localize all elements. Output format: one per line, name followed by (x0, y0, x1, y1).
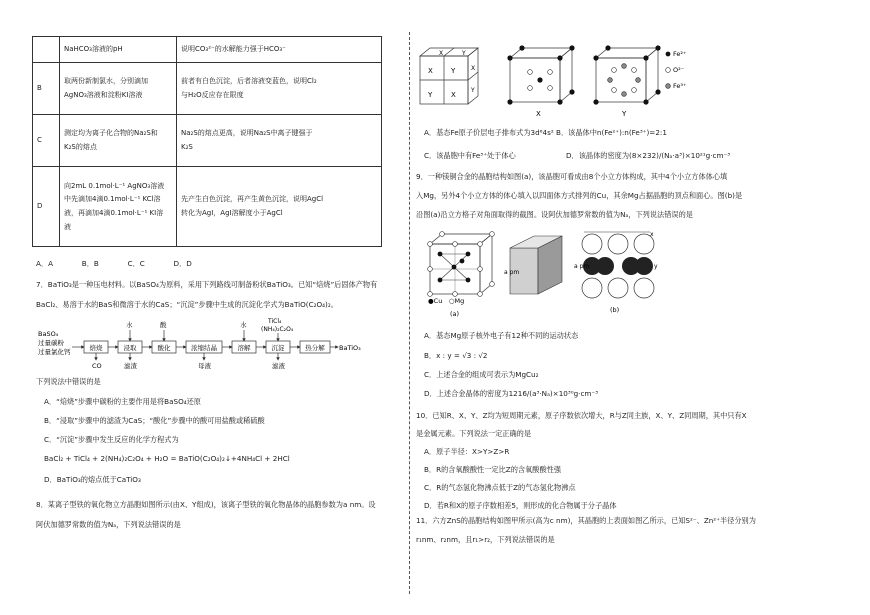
figure-legend: ●Cu ○Mg (428, 297, 465, 305)
svg-text:X: X (451, 91, 456, 99)
svg-text:Y: Y (451, 67, 456, 75)
q9-option: D．上述合金晶体的密度为1216/(a³·Nₐ)×10³⁰g·cm⁻³ (424, 389, 599, 398)
table-row (33, 37, 382, 63)
q11-stem-line: 11．六方ZnS的晶胞结构如图甲所示(高为c nm)，其晶胞的上表面如图乙所示，已知S²⁻、Zn²⁺半径分别为 (416, 516, 756, 525)
flow-input: 过量碳粉 (38, 339, 64, 347)
flow-step: 酸化 (157, 344, 171, 352)
legend-item: Fe²⁺ (673, 50, 687, 58)
column-divider (409, 32, 410, 594)
q9-option: C．上述合金的组成可表示为MgCu₂ (424, 370, 539, 379)
flow-byproduct: CO (92, 362, 102, 370)
svg-text:X: X (439, 50, 444, 57)
q6-answer-choices: A．A B．B C．C D．D (36, 259, 192, 268)
cube-diagonal-plane (504, 236, 562, 294)
q9-option: B．x : y = √3 : √2 (424, 351, 488, 360)
cell-text: 测定均为离子化合物的Na₂S和 (64, 129, 158, 138)
q10-option: C．R的气态氢化物沸点低于Z的气态氢化物沸点 (424, 483, 576, 492)
figure-caption: (a) (450, 310, 460, 318)
cell-text: NaHCO₃溶液的pH (64, 45, 123, 54)
cell-text: 先产生白色沉淀，再产生黄色沉淀，说明AgCl (181, 195, 324, 204)
cube-y (593, 45, 660, 118)
q7-stem-line: BaCl₂、易溶于水的BaS和微溶于水的CaS；“沉淀”步骤中生成的沉淀化学式为BaTiO(C₂O₄)₂。 (36, 300, 338, 309)
q8-stem-line: 阿伏加德罗常数的值为Nₐ，下列说法错误的是 (36, 520, 181, 529)
cell-text: 与H₂O反应存在限度 (181, 91, 244, 99)
q7-prompt: 下列说法中错误的是 (36, 377, 101, 386)
flow-reagent: TiCl₄ (268, 318, 282, 325)
flow-step: 沉淀 (271, 344, 285, 352)
q10-stem-line: 是金属元素。下列说法一定正确的是 (416, 429, 532, 438)
cell-text: 液 (64, 222, 71, 231)
q9-stem-line: 9．一种镁铜合金的晶胞结构如图(a)，该晶胞可看成由8个小立方体构成，其中4个小立方体体心填 (416, 172, 728, 181)
q7-option: C．“沉淀”步骤中发生反应的化学方程式为 (44, 435, 179, 444)
cell-text: 前者有白色沉淀，后者溶液变蓝色，说明Cl₂ (181, 77, 317, 86)
flow-step: 浸取 (123, 344, 137, 352)
q10-stem-line: 10．已知R、X、Y、Z均为短周期元素，原子序数依次增大，R与Z同主族，X、Y、Z同周期，其中只有X (416, 411, 747, 420)
cell-text: Na₂S的熔点更高，说明Na₂S中离子键强于 (181, 129, 313, 138)
q10-option: A．原子半径：X>Y>Z>R (424, 447, 510, 456)
q7-flow-diagram (36, 318, 366, 370)
q7-stem-line: 7．BaTiO₃是一种压电材料。以BaSO₄为原料，采用下列路线可制备粉状BaTiO₃。已知“焙烧”后固体产物有 (36, 280, 378, 289)
row-key: B (33, 63, 60, 115)
flow-input: 过量氯化钙 (38, 348, 71, 356)
dimension-label: a pm (574, 263, 590, 270)
flow-byproduct: 母液 (198, 362, 211, 370)
flow-byproduct: 滤渣 (124, 362, 137, 370)
q10-option: D．若R和X的原子序数相差5，则形成的化合物属于分子晶体 (424, 501, 617, 510)
q7-option: D．BaTiO₃的熔点低于CaTiO₃ (44, 475, 141, 484)
flow-output: BaTiO₃ (339, 344, 361, 352)
row-key (33, 37, 60, 63)
table-row (33, 167, 382, 247)
xy-stack-diagram (420, 48, 478, 104)
cell-text: 液，再滴加4滴0.1mol·L⁻¹ KI溶 (64, 209, 164, 217)
cube-x (507, 45, 574, 118)
flow-step: 焙烧 (89, 344, 103, 352)
q8-crystal-figures (418, 40, 688, 118)
svg-text:Y: Y (462, 50, 466, 57)
q7-equation: BaCl₂ + TiCl₄ + 2(NH₄)₂C₂O₄ + H₂O = BaTiO(C₂O₄)₂↓+4NH₄Cl + 2HCl (44, 454, 290, 463)
dimension-label: x (650, 231, 654, 238)
cell-text: AgNO₃溶液和淀粉KI溶液 (64, 91, 143, 99)
figure-b (574, 231, 658, 314)
flow-reagent: 酸 (160, 321, 167, 329)
legend-item: O²⁻ (673, 66, 685, 74)
cell-text: 向2mL 0.1mol·L⁻¹ AgNO₃溶液 (64, 181, 165, 190)
cube-label: X (536, 110, 541, 118)
q10-option: B．R的含氧酸酸性一定比Z的含氧酸酸性强 (424, 465, 562, 474)
svg-text:X: X (428, 67, 433, 75)
flow-reagent: 水 (126, 321, 133, 329)
cell-text: 说明CO₃²⁻的水解能力强于HCO₃⁻ (181, 45, 286, 54)
q8-option: C．该晶胞中有Fe³⁺处于体心 (424, 151, 516, 160)
table-row (33, 63, 382, 115)
table-row (33, 115, 382, 167)
flow-input: BaSO₄ (38, 330, 59, 338)
row-key: D (33, 167, 60, 247)
q8-stem-line: 8．某离子型铁的氧化物立方晶胞如图所示(由X、Y组成)，该离子型铁的氧化物晶体的晶胞参数为a nm。设 (36, 500, 376, 509)
cell-text: 中先滴加4滴0.1mol·L⁻¹ KCl溶 (64, 195, 161, 204)
cube-label: Y (622, 110, 627, 118)
flow-step: 热分解 (305, 344, 325, 352)
flow-step: 溶解 (237, 344, 251, 352)
dimension-label: y (654, 263, 658, 270)
cell-text: K₂S的熔点 (64, 143, 97, 151)
cell-text: K₂S (181, 143, 193, 151)
q9-option: A．基态Mg原子核外电子有12种不同的运动状态 (424, 331, 579, 340)
legend-item: Fe³⁺ (673, 82, 687, 90)
flow-reagent: 水 (240, 321, 247, 329)
row-key: C (33, 115, 60, 167)
svg-text:X: X (471, 65, 476, 72)
figure-caption: (b) (610, 306, 620, 314)
flow-byproduct: 滤液 (272, 362, 285, 370)
flow-reagent: (NH₄)₂C₂O₄ (261, 326, 294, 333)
q11-stem-line: r₁nm、r₂nm，且r₁>r₂，下列说法错误的是 (416, 535, 555, 544)
q9-stem-line: 沿图(a)沿立方格子对角面取得的截图。设阿伏加德罗常数的值为Nₐ，下列说法错误的是 (416, 210, 693, 219)
q9-stem-line: 入Mg，另外4个小立方体的体心填入以四面体方式排列的Cu，其余Mg占据晶胞的顶点和面心。图(b)是 (416, 191, 743, 200)
q7-option: A．“焙烧”步骤中碳粉的主要作用是将BaSO₄还原 (44, 397, 201, 406)
q8-option: D．该晶体的密度为(8×232)/(Nₐ·a³)×10²¹g·cm⁻³ (566, 151, 731, 160)
figure-a (428, 232, 495, 318)
svg-text:Y: Y (428, 91, 433, 99)
cell-text: 转化为AgI，AgI溶解度小于AgCl (181, 209, 283, 217)
options-table (32, 36, 382, 247)
svg-text:Y: Y (471, 87, 475, 94)
q9-crystal-figures (418, 228, 698, 320)
q8-option: A．基态Fe原子价层电子排布式为3d⁶4s² B．该晶体中n(Fe²⁺):n(Fe³⁺)=2:1 (424, 128, 667, 137)
q7-option: B．“浸取”步骤中的滤渣为CaS；“酸化”步骤中的酸可用盐酸或稀硫酸 (44, 416, 265, 425)
cell-text: 取两份新制氯水，分别滴加 (64, 77, 148, 86)
flow-step: 浓缩结晶 (191, 344, 217, 352)
dimension-label: a pm (504, 269, 520, 276)
